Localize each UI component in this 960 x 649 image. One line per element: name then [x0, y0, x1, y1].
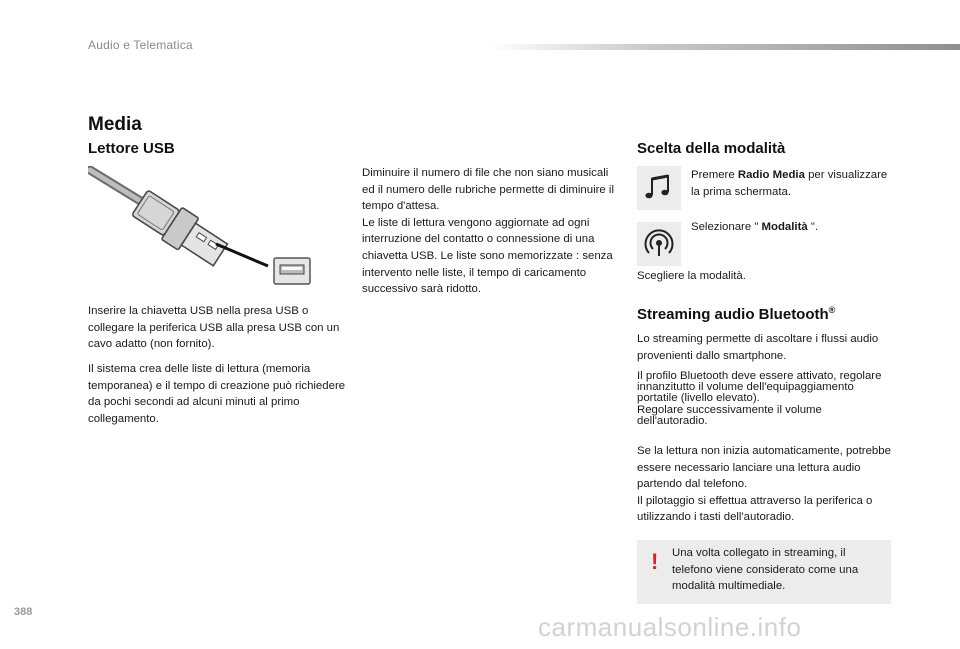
- usb-instruction-text: Inserire la chiavetta USB nella presa USB o collegare la periferica USB alla presa USB con un cavo adatto (non fornito).: [88, 305, 340, 351]
- radio-media-label: Radio Media: [737, 169, 805, 181]
- page-title: Media: [88, 114, 142, 135]
- step-select-mode-text: Selezionare " Modalità ".: [691, 221, 819, 233]
- playlist-update-text: Le liste di lettura vengono aggiornate ad ogni interruzione del contatto o connessione di una chiavetta USB. Le liste sono memorizzate : senza intervento nelle liste, il tempo di caricamento successivo sarà ridotto.: [362, 216, 613, 296]
- choose-mode-text: Scegliere la modalità.: [637, 270, 746, 282]
- bluetooth-section-title: Streaming audio Bluetooth®: [637, 305, 836, 323]
- broadcast-mode-icon: [637, 222, 681, 266]
- bt-volume-adjust-text: Regolare successivamente il volume dell'autoradio.: [637, 403, 822, 427]
- section-header-title: Audio e Telematica: [88, 38, 193, 52]
- step-radio-media-text: Premere Radio Media per visualizzare la prima schermata.: [691, 169, 888, 198]
- bt-profile-text: Il profilo Bluetooth deve essere attivato, regolare innanzitutto il volume dell'equipaggiamento portatile (livello elevato).: [637, 370, 882, 405]
- header-gradient-bar: [488, 44, 960, 50]
- music-note-icon: [637, 166, 681, 210]
- bt-playback-text: [637, 443, 891, 526]
- bt-streaming-intro: Lo streaming permette di ascoltare i flussi audio provenienti dallo smartphone.: [637, 333, 879, 362]
- mode-section-title: Scelta della modalità: [637, 140, 786, 157]
- usb-plug-illustration: [88, 166, 318, 290]
- file-count-tip: Diminuire il numero di file che non siano musicali ed il numero delle rubriche permette di diminuire il tempo d'attesa.: [362, 167, 614, 213]
- bt-control-text: Il pilotaggio si effettua attraverso la periferica o utilizzando i tasti dell'autoradio.: [637, 494, 873, 524]
- middle-column-text: [362, 165, 620, 298]
- watermark: carmanualsonline.info: [538, 612, 802, 642]
- bt-volume-text: [637, 371, 891, 427]
- note-text: Una volta collegato in streaming, il telefono viene considerato come una modalità multimediale.: [672, 547, 859, 593]
- modalita-label: Modalità: [761, 221, 808, 233]
- usb-playlist-text: Il sistema crea delle liste di lettura (memoria temporanea) e il tempo di creazione può richiedere da pochi secondi ad alcuni minuti al primo collegamento.: [88, 363, 346, 425]
- usb-section-title: Lettore USB: [88, 140, 175, 157]
- page-number: 388: [14, 606, 33, 618]
- warning-exclamation-icon: !: [651, 549, 659, 574]
- bt-autostart-text: Se la lettura non inizia automaticamente, potrebbe essere necessario lanciare una lettura audio partendo dal telefono.: [637, 445, 891, 491]
